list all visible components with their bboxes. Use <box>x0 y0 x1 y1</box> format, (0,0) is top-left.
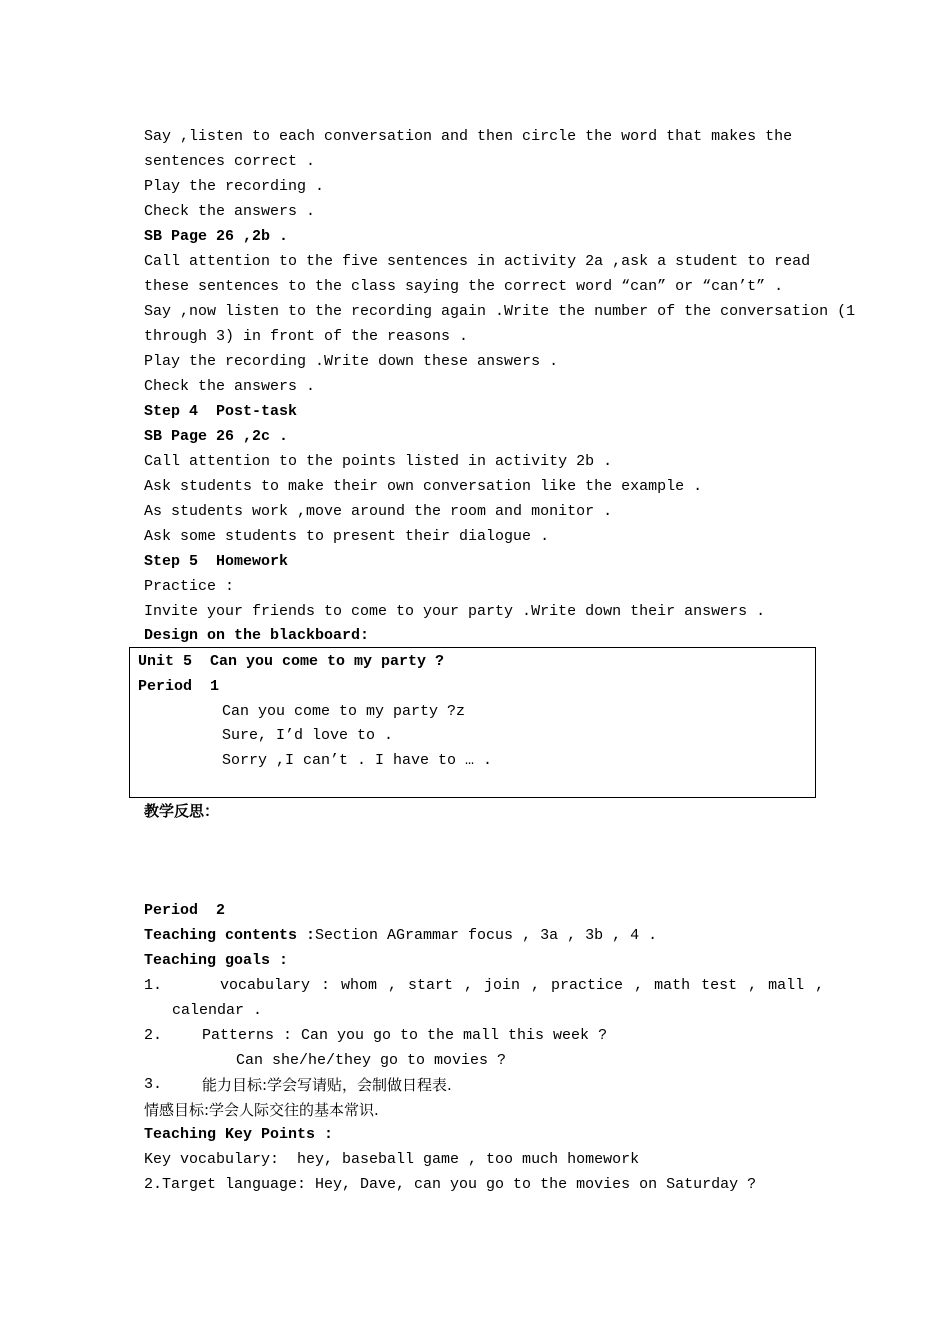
section-heading: SB Page 26 ,2b . <box>144 228 289 245</box>
text-line: Check the answers . <box>144 378 316 395</box>
key-point: 2.Target language: Hey, Dave, can you go to the movies on Saturday ? <box>144 1176 757 1193</box>
goal-text: vocabulary : whom , start , join , practice , math test , mall , <box>220 977 825 994</box>
text-line: Practice : <box>144 578 235 595</box>
list-number: 1. <box>144 977 163 994</box>
text-line: Say ,listen to each conversation and then circle the word that makes the <box>144 128 793 145</box>
teaching-contents <box>144 926 657 946</box>
goal-text-cont: calendar . <box>172 1002 263 1019</box>
reflection-heading: 教学反思： <box>144 802 220 820</box>
text-line: these sentences to the class saying the correct word “can” or “can’t” . <box>144 278 784 295</box>
blackboard-period: Period 1 <box>138 678 220 695</box>
key-points-label: Teaching Key Points : <box>144 1126 334 1143</box>
text-line: Call attention to the five sentences in activity 2a ,ask a student to read <box>144 253 811 270</box>
goal-text-cont: Can she/he/they go to movies ? <box>236 1052 507 1069</box>
text-line: Say ,now listen to the recording again .Write the number of the conversation (1 <box>144 303 856 320</box>
blackboard-line: Can you come to my party ?z <box>222 703 466 720</box>
text-line: through 3) in front of the reasons . <box>144 328 469 345</box>
text-line: sentences correct . <box>144 153 316 170</box>
text-line: As students work ,move around the room and monitor . <box>144 503 613 520</box>
goal-text: Patterns : Can you go to the mall this week ? <box>202 1027 608 1044</box>
goal-text: 情感目标:学会人际交往的基本常识. <box>144 1101 379 1119</box>
section-heading: SB Page 26 ,2c . <box>144 428 289 445</box>
list-number: 3. <box>144 1076 163 1093</box>
text-line: Play the recording . <box>144 178 325 195</box>
teaching-contents-label: Teaching contents : <box>144 927 316 944</box>
teaching-contents-value: Section AGrammar focus , 3a , 3b , 4 . <box>315 927 658 944</box>
text-line: Call attention to the points listed in activity 2b . <box>144 453 613 470</box>
period-title: Period 2 <box>144 902 226 919</box>
text-line: Play the recording .Write down these answers . <box>144 353 559 370</box>
section-heading: Design on the blackboard: <box>144 627 370 644</box>
step-heading: Step 5 Homework <box>144 553 289 570</box>
blackboard-line: Sorry ,I can’t . I have to … . <box>222 752 493 769</box>
text-line: Ask some students to present their dialogue . <box>144 528 550 545</box>
blackboard-title: Unit 5 Can you come to my party ? <box>138 653 445 670</box>
text-line: Ask students to make their own conversation like the example . <box>144 478 703 495</box>
goal-text: 能力目标:学会写请贴，会制做日程表. <box>202 1076 452 1094</box>
text-line: Check the answers . <box>144 203 316 220</box>
key-point: Key vocabulary: hey, baseball game , too much homework <box>144 1151 640 1168</box>
step-heading: Step 4 Post-task <box>144 403 298 420</box>
blackboard-line: Sure, I’d love to . <box>222 727 394 744</box>
list-number: 2. <box>144 1027 163 1044</box>
text-line: Invite your friends to come to your party .Write down their answers . <box>144 603 766 620</box>
teaching-goals-label: Teaching goals : <box>144 952 289 969</box>
blackboard-box <box>129 647 816 798</box>
